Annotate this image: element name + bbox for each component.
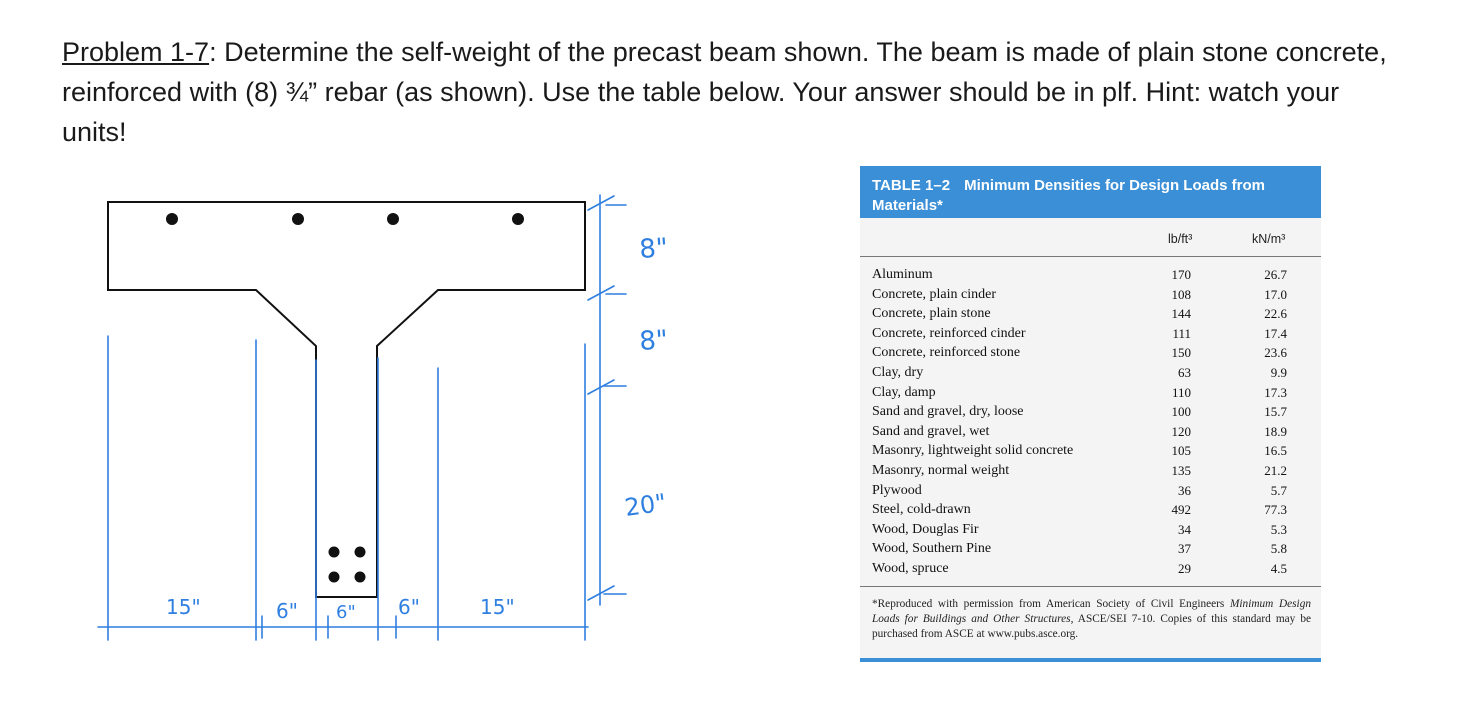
material-name: Wood, Douglas Fir [872,521,979,537]
density-kn-m3: 5.3 [1270,521,1287,537]
dim-flange-height: 8" [638,233,669,265]
table-row [860,285,1321,305]
rebar-bottom-2 [355,547,366,558]
density-kn-m3: 17.3 [1264,384,1287,400]
rebar-top-2 [292,213,304,225]
density-lb-ft3: 105 [1171,443,1191,459]
material-name: Clay, dry [872,364,924,380]
table-row [860,304,1321,324]
density-lb-ft3: 111 [1172,325,1191,341]
density-kn-m3: 15.7 [1264,404,1287,420]
material-name: Wood, spruce [872,560,949,576]
density-kn-m3: 18.9 [1264,423,1287,439]
dim-transition-height: 8" [638,325,669,357]
material-name: Masonry, lightweight solid concrete [872,443,1074,459]
rebar-top-3 [387,213,399,225]
dim-left-taper: 6" [276,599,298,623]
density-lb-ft3: 100 [1171,404,1191,420]
density-lb-ft3: 492 [1171,502,1191,518]
table-row [860,559,1321,579]
column-header-lb-ft3: lb/ft³ [1168,232,1193,246]
table-row [860,520,1321,540]
table-header [860,166,1321,218]
table-row [860,539,1321,559]
material-name: Concrete, plain stone [872,306,991,322]
table-title: Minimum Densities for Design Loads from Materials* [872,177,1265,214]
rebar-bottom-3 [329,572,340,583]
density-kn-m3: 23.6 [1264,345,1287,361]
table-row [860,383,1321,403]
rebar-top-4 [512,213,524,225]
material-name: Concrete, reinforced cinder [872,325,1026,341]
material-name: Sand and gravel, dry, loose [872,404,1024,420]
footnote-standard-title: Minimum Design Loads for Buildings and Other Structures, [872,598,1311,625]
table-column-headers [860,218,1321,257]
column-header-kn-m3: kN/m³ [1252,232,1286,246]
density-kn-m3: 5.8 [1270,541,1287,557]
problem-title: Problem 1-7 [62,37,210,67]
table-row [860,461,1321,481]
dim-web-width: 6" [336,602,356,623]
density-lb-ft3: 34 [1178,521,1191,537]
table-row [860,363,1321,383]
density-kn-m3: 22.6 [1264,306,1287,322]
table-row [860,343,1321,363]
dim-right-taper: 6" [398,595,420,619]
density-lb-ft3: 108 [1171,286,1191,302]
table-row [860,324,1321,344]
rebar-bottom-1 [329,547,340,558]
table-row [860,500,1321,520]
density-kn-m3: 17.4 [1264,325,1287,341]
density-lb-ft3: 144 [1171,306,1191,322]
density-lb-ft3: 37 [1178,541,1191,557]
density-lb-ft3: 120 [1171,423,1191,439]
density-kn-m3: 77.3 [1264,502,1287,518]
material-name: Clay, damp [872,384,936,400]
table-row [860,441,1321,461]
material-name: Wood, Southern Pine [872,541,992,557]
density-lb-ft3: 170 [1171,267,1191,282]
beam-outline [108,202,585,597]
rebar-top-1 [166,213,178,225]
rebar-bottom-4 [355,572,366,583]
density-kn-m3: 16.5 [1264,443,1287,459]
material-name: Sand and gravel, wet [872,423,990,439]
density-kn-m3: 9.9 [1270,364,1287,380]
dim-left-overhang: 15" [166,595,201,619]
material-name: Plywood [872,482,922,498]
footnote-text-1: *Reproduced with permission from American Society of Civil Engineers [872,598,1230,610]
table-footnote [860,586,1321,642]
density-lb-ft3: 36 [1178,482,1191,498]
footnote-text-2: ASCE/SEI 7-10. Copies of this standard may be purchased from ASCE at www.pubs.asce.org. [872,613,1311,640]
material-name: Concrete, reinforced stone [872,345,1021,361]
table-row [860,265,1321,285]
table-row [860,402,1321,422]
material-name: Steel, cold-drawn [872,502,971,518]
material-name: Masonry, normal weight [872,462,1010,478]
table-number: TABLE 1–2 [872,177,951,194]
dim-web-height: 20" [622,488,669,522]
material-name: Concrete, plain cinder [872,286,997,302]
density-kn-m3: 21.2 [1264,462,1287,478]
density-table [860,166,1321,662]
density-kn-m3: 5.7 [1270,482,1287,498]
density-lb-ft3: 135 [1171,462,1191,478]
density-lb-ft3: 29 [1178,560,1191,576]
density-kn-m3: 17.0 [1264,286,1287,302]
density-kn-m3: 4.5 [1270,560,1287,576]
density-lb-ft3: 110 [1171,384,1191,400]
density-lb-ft3: 63 [1178,364,1191,380]
problem-text: : Determine the self-weight of the precast beam shown. The beam is made of plain stone concrete, reinforced with (8) ¾” rebar (as shown). Use the table below. Your answer should be in plf. Hint: watch your units! [62,37,1387,147]
table-body [860,257,1321,585]
density-lb-ft3: 150 [1171,345,1191,361]
dim-right-overhang: 15" [480,595,515,619]
density-kn-m3: 26.7 [1264,267,1287,282]
table-row [860,481,1321,501]
table-row [860,422,1321,442]
material-name: Aluminum [872,267,933,282]
